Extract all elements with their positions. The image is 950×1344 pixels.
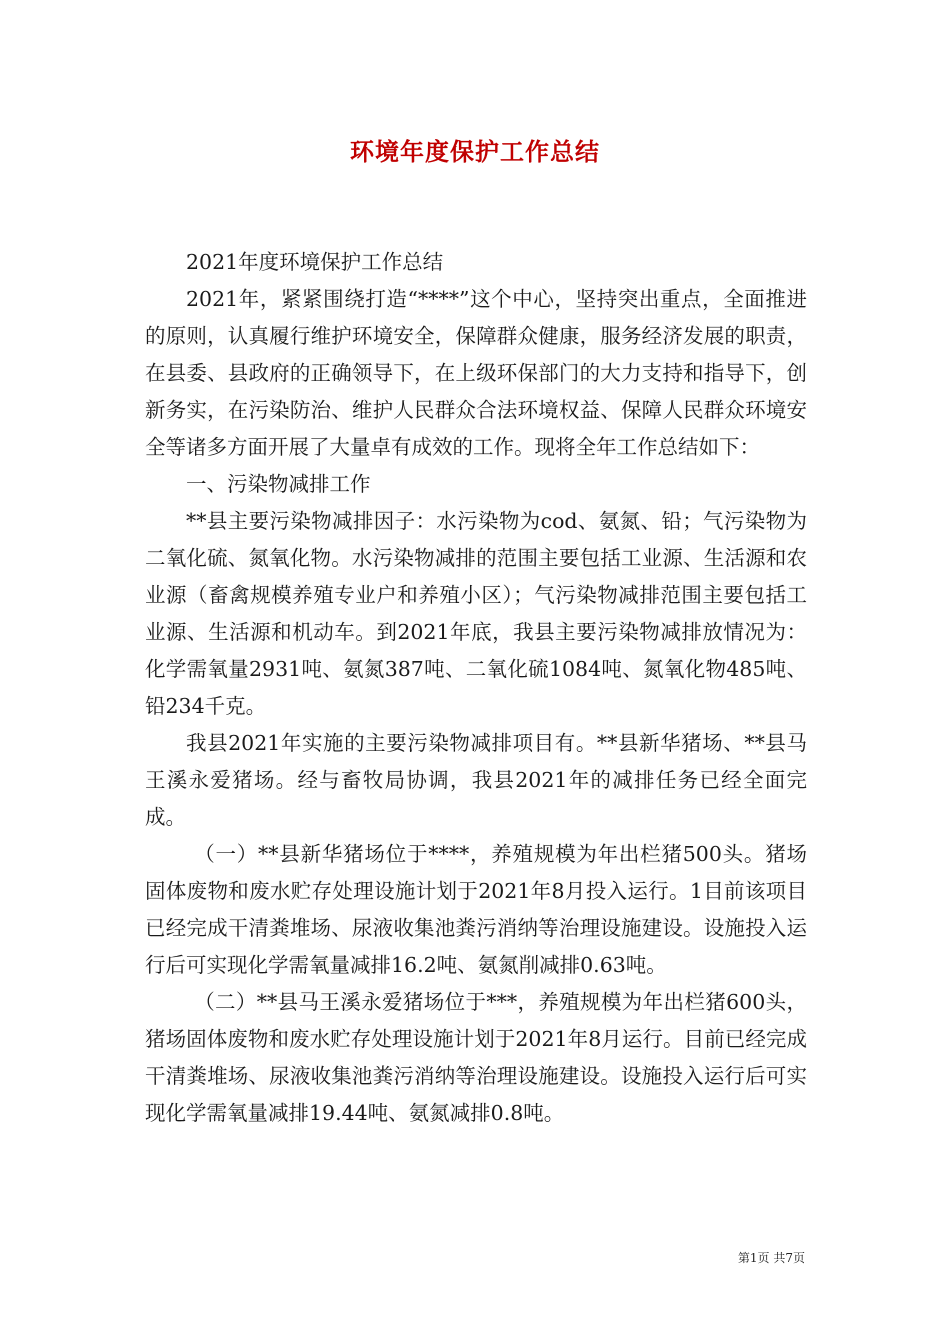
intro-paragraph: 2021年，紧紧围绕打造“****”这个中心，坚持突出重点，全面推进的原则，认真履行维护环境安全，保障群众健康，服务经济发展的职责，在县委、县政府的正确领导下，在上级环保部门的大力支持和指导下，创新务实，在污染防治、维护人民群众合法环境权益、保障人民群众环境安全等诸多方面开展了大量卓有成效的工作。现将全年工作总结如下： xyxy=(145,287,807,459)
document-title: 环境年度保护工作总结 xyxy=(350,137,600,166)
emission-factors-paragraph: **县主要污染物减排因子：水污染物为cod、氨氮、铅；气污染物为二氧化硫、氮氧化物。水污染物减排的范围主要包括工业源、生活源和农业源（畜禽规模养殖专业户和养殖小区）；气污染物减排范围主要包括工业源、生活源和机动车。到2021年底，我县主要污染物减排放情况为：化学需氧量2931吨、氨氮387吨、二氧化硫1084吨、氮氧化物485吨、铅234千克。 xyxy=(145,509,807,718)
page-number: 第1页 共7页 xyxy=(737,1251,805,1265)
document-body xyxy=(145,244,807,1132)
mawangxi-farm-paragraph: （二）**县马王溪永爱猪场位于***，养殖规模为年出栏猪600头，猪场固体废物和废水贮存处理设施计划于2021年8月运行。目前已经完成干清粪堆场、尿液收集池粪污消纳等治理设施建设。设施投入运行后可实现化学需氧量减排19.44吨、氨氮减排0.8吨。 xyxy=(145,990,807,1125)
reduction-projects-paragraph: 我县2021年实施的主要污染物减排项目有。**县新华猪场、**县马王溪永爱猪场。经与畜牧局协调，我县2021年的减排任务已经全面完成。 xyxy=(145,731,807,829)
section-heading-emission-reduction: 一、污染物减排工作 xyxy=(186,472,371,496)
section-heading-year: 2021年度环境保护工作总结 xyxy=(186,250,444,274)
xinhua-farm-paragraph: （一）**县新华猪场位于****，养殖规模为年出栏猪500头。猪场固体废物和废水贮存处理设施计划于2021年8月投入运行。1目前该项目已经完成干清粪堆场、尿液收集池粪污消纳等治理设施建设。设施投入运行后可实现化学需氧量减排16.2吨、氨氮削减排0.63吨。 xyxy=(145,842,807,977)
